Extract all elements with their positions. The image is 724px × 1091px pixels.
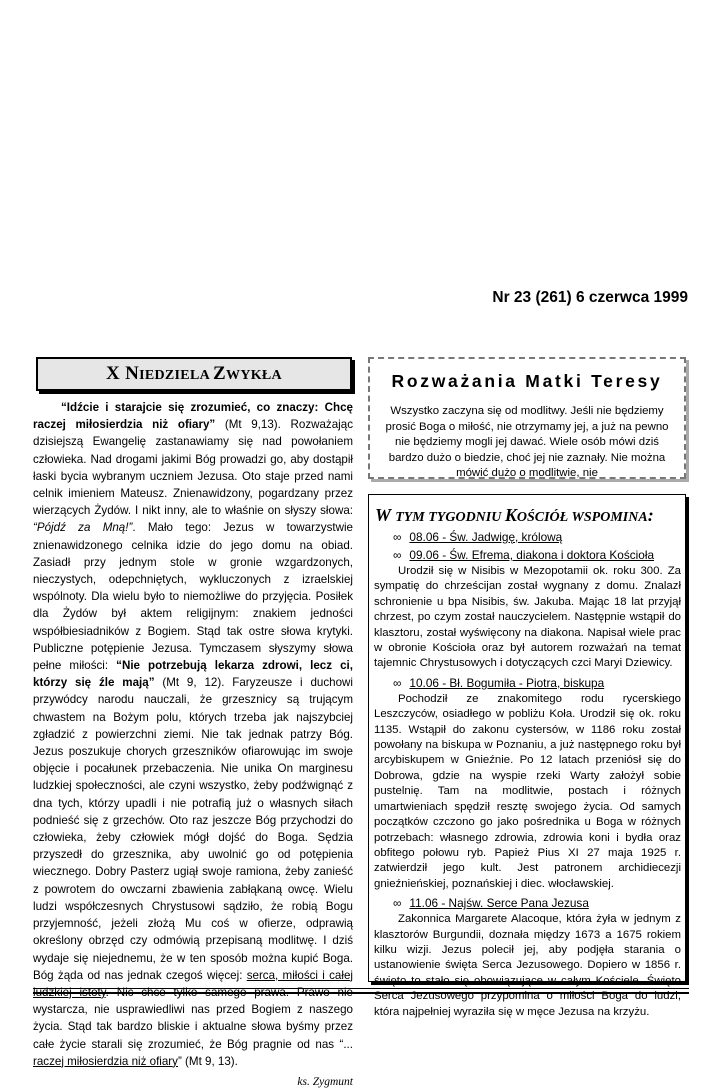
quote-opening: “Idźcie i starajcie się zrozumieć, co znaczy: Chcę raczej miłosierdzia niż ofiary”: [33, 401, 353, 432]
teresa-text: Wszystko zaczyna się od modlitwy. Jeśli nie będziemy prosić Boga o miłość, nie otrzymamy jej, a już na pewno nie będziemy mogli jej dawać. Wiele osób mówi dziś bardzo dużo o biedzie, choć jej nie zaznały. Nie można mówić dużo o modlitwie, nie: [385, 405, 669, 480]
infinity-icon: ∞: [393, 896, 402, 911]
feast-text: Urodził się w Nisibis w Mezopotamii ok. roku 300. Za sympatię do chrześcijan został wygnany z domu. Znalazł schronienie u bpa Nisibis, św. Jakuba. Mając 18 lat przyjął chrzest, po czym został nauczycielem. Następnie wstąpił do klasztoru, został wyświęcony na diakona. Napisał wiele prac w obronie Kościoła oraz był autorem rozważań na temat tajemnic Chrystusowych i dotyczących czci Maryi Dziewicy.: [374, 565, 681, 670]
teresa-title: Rozważania Matki Teresy: [391, 371, 663, 391]
text: (Mt 9, 12). Faryzeusze i duchowi przywódcy narodu nauczali, że grzesznicy są trującym chwastem na Bożym polu, których trzeba jak najszybciej zgładzić z powierzchni ziemi. Nie tak jednak patrzy Bóg. Jezus poszukuje chorych grzeszników ofiarowując im swoje objęcie i pocałunek przebaczenia. Nie unika On marginesu ludzkiej społeczności, ale czyni wszystko, żeby podźwignąć z dna tych, którzy upadli i nie potrafią już o własnych siłach podnieść się z grzechów. Oto raz jeszcze Bóg przychodzi do człowieka, żeby człowiek mógł dojść do Boga. Sędzia przyszedł do grzesznika, aby uwolnić go od potępienia wiecznego. Dobry Pasterz ugiął swoje ramiona, żeby zanieść z powrotem do owczarni zbawienia zabłąkaną owcę. Wielu ludzi współczesnych Chrystusowi sądziło, że robią Bogu przyjemność, jeżeli złożą Mu coś w ofierze, odprawią określony obrzęd czy odmówią przepisaną modlitwę. I dziś wydaje się niejednemu, że w ten sposób można kupić Boga. Bóg żąda od nas jednak czegoś więcej:: [33, 676, 353, 982]
feast-description: [374, 564, 681, 672]
article-title: [106, 363, 282, 384]
feast-label: 10.06 - Bł. Bogumiła - Piotra, biskupa: [409, 675, 605, 690]
infinity-icon: ∞: [393, 548, 402, 562]
feast-description: [374, 912, 681, 1020]
title-part: IEDZIELA: [139, 368, 214, 383]
article-title-box: [36, 357, 352, 391]
title-part: Z: [213, 363, 227, 384]
title-part: WYKŁA: [226, 368, 282, 383]
title-part: :: [647, 505, 654, 525]
teresa-box: [368, 357, 686, 479]
title-part: OŚCIÓŁ WSPOMINA: [516, 510, 648, 525]
feast-item: [393, 676, 685, 690]
underlined-phrase: raczej miłosierdzia niż ofiary: [33, 1054, 178, 1068]
quote-bold: “Nie potrzebują lekarza zdrowi, lecz ci, którzy się źle mają”: [33, 659, 353, 690]
title-part: W: [375, 505, 396, 525]
article-column: [33, 357, 353, 1091]
feast-item: [393, 896, 685, 910]
feast-text: Zakonnica Margarete Alacoque, która żyła w jednym z klasztorów Burgundii, doznała między 1673 a 1675 rokiem kilku wizji. Jezus polecił jej, aby podjęła starania o ustanowienie święta Serca Jezusowego. Dopiero w 1856 r. święto to stało się obowiązujące w całym Kościele. Święto Serca Jezusowego przypomina o miłości Boga do ludzi, która najpełniej wyraziła się w męce Jezusa na krzyżu.: [374, 913, 681, 1018]
quote-italic: “Pójdź za Mną!”: [33, 521, 133, 535]
underlined-phrase: serca, miłości i całej ludzkiej istoty: [33, 968, 353, 999]
title-part: K: [504, 505, 517, 525]
footer-rule: [33, 988, 689, 989]
week-title: [375, 505, 685, 526]
footer-rule-thick: [33, 992, 689, 994]
text: . Nic chce tylko samego prawa. Prawo nie wystarcza, nie usprawiedliwi nas przed Bogiem z naszego życia. Stąd tak bardzo bliskie i aktualne słowa byśmy przez całe życie starali się zrozumieć, że Bóg pragnie od nas “...: [33, 985, 353, 1051]
infinity-icon: ∞: [393, 530, 402, 544]
issue-number: Nr 23 (261) 6 czerwca 1999: [492, 289, 688, 306]
text: . Mało tego: Jezus w towarzystwie znienawidzonego celnika idzie do jego domu na obiad. Zasiadł przy jednym stole w gronie wzgardzonych, nieczystych, odepchniętych, wykluczonych z izraelskiej wspólnoty. Dla wielu było to niemożliwe do przyjęcia. Posiłek dla Żydów był aktem religijnym: znakiem jedności współbiesiadników z Bogiem. Stąd tak ostre słowa krytyki. Publiczne potępienie Jezusa. Tymczasem słyszymy słowa pełne miłości:: [33, 521, 353, 673]
feast-label: 11.06 - Najśw. Serce Pana Jezusa: [409, 896, 589, 911]
text: ” (Mt 9, 13).: [177, 1054, 238, 1068]
infinity-icon: ∞: [393, 675, 402, 690]
feast-label: 08.06 - Św. Jadwigę, królową: [409, 530, 563, 544]
feast-item: [393, 548, 685, 562]
feast-description: [374, 692, 681, 892]
feast-text: Pochodził ze znakomitego rodu rycerskiego Leszczyców, osiadłego w pobliżu Koła. Urodził się ok. roku 1135. Wstąpił do zakonu cystersów, w 1186 roku został powołany na biskupa w Poznaniu, a już następnego roku był arcybiskupem w Gnieźnie. Po 12 latach przeniósł się do Dobrowa, gdzie na wyspie rzeki Warty założył sobie pustelnię. Tam na modlitwie, postach i różnych umartwieniach spędził resztę swojego życia. Od samych początków czczono go jako pośrednika u Boga w różnych potrzebach: własnego zdrowia, zdrowia koni i bydła oraz obfitego połowu ryb. Papież Pius XI 27 maja 1925 r. zatwierdził jego kult. Jest patronem archidiecezji gnieźnieńskiej, poznańskiej i diec. włocławskiej.: [374, 692, 681, 890]
title-part: X N: [106, 363, 140, 384]
feast-item: [393, 530, 685, 544]
signature: ks. Zygmunt: [297, 1075, 353, 1088]
feast-label: 09.06 - Św. Efrema, diakona i doktora Kościoła: [409, 548, 655, 562]
week-box: [368, 494, 686, 1018]
text: (Mt 9,13). Rozważając dzisiejszą Ewangelię zastanawiamy się nad powołaniem człowieka. Nad drogami jakimi Bóg prowadzi go, aby dostąpił łaski bycia wybranym uczniem Jezusa. Oto staje przed nami celnik imieniem Mateusz. Znienawidzony, pogardzany przez wierzących Żydów. I nikt inny, ale to właśnie on słyszy słowa:: [33, 418, 353, 518]
title-part: TYM TYGODNIU: [395, 510, 505, 525]
